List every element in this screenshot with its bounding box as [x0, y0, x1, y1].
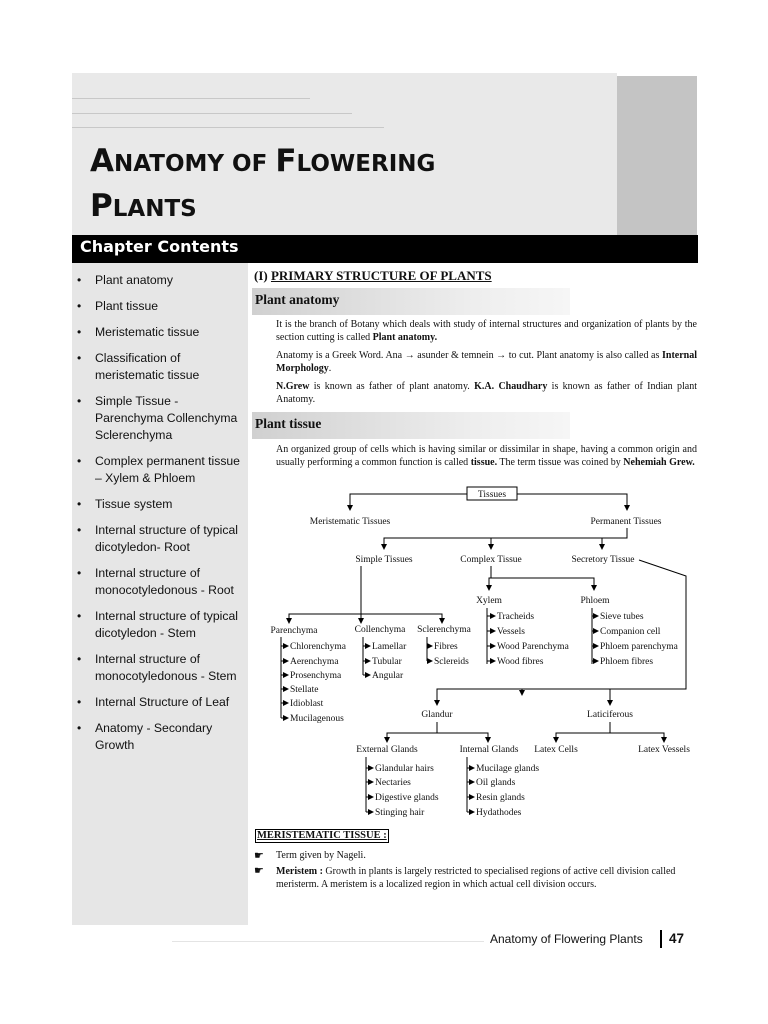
- diagram-connector: [522, 689, 610, 705]
- bullet-icon: •: [77, 394, 82, 408]
- toc-item-label: Simple Tissue - Parenchyma Collenchyma Sclerenchyma: [95, 394, 238, 442]
- toc-item-label: Internal Structure of Leaf: [95, 695, 230, 709]
- diagram-connector: [556, 733, 610, 742]
- bullet-icon: •: [77, 652, 82, 666]
- sidebar: [72, 263, 248, 925]
- diagram-connector: [361, 614, 442, 623]
- diagram-label: Permanent Tissues: [590, 517, 662, 527]
- diagram-label: Prosenchyma: [290, 671, 342, 681]
- decor-line: [72, 127, 384, 128]
- bullet-icon: •: [77, 695, 82, 709]
- chapter-header-accent: [617, 76, 697, 236]
- bullet-icon: •: [77, 325, 82, 339]
- chapter-contents-label: Chapter Contents: [80, 237, 239, 256]
- toc-item: [72, 324, 248, 341]
- plant-anatomy-heading-bar: [252, 288, 570, 315]
- diagram-label: Xylem: [476, 596, 502, 606]
- diagram-label: Internal Glands: [459, 745, 519, 755]
- plant-anatomy-heading: Plant anatomy: [255, 292, 340, 307]
- diagram-label: Wood Parenchyma: [497, 642, 569, 652]
- diagram-label: Lamellar: [372, 642, 407, 652]
- toc-item: [72, 393, 248, 444]
- diagram-label: Parenchyma: [270, 626, 318, 636]
- footer-separator: [660, 930, 662, 948]
- toc-item: [72, 694, 248, 711]
- diagram-label: Secretory Tissue: [571, 555, 635, 565]
- tissue-classification-diagram: [250, 480, 700, 820]
- toc-item-label: Complex permanent tissue – Xylem & Phloem: [95, 454, 240, 485]
- toc-item-label: Internal structure of typical dicotyledon- Root: [95, 523, 238, 554]
- diagram-label: Laticiferous: [587, 710, 633, 720]
- diagram-label: Mucilagenous: [290, 714, 344, 724]
- plant-tissue-heading-bar: [252, 412, 570, 439]
- diagram-label: Oil glands: [476, 778, 516, 788]
- bullet-icon: •: [77, 351, 82, 365]
- table-of-contents: [72, 263, 248, 763]
- diagram-label: Phloem parenchyma: [600, 642, 678, 652]
- toc-item: [72, 496, 248, 513]
- toc-item: [72, 565, 248, 599]
- meristematic-tissue-heading: MERISTEMATIC TISSUE :: [257, 830, 387, 841]
- toc-item-label: Tissue system: [95, 497, 173, 511]
- toc-item-label: Plant anatomy: [95, 273, 173, 287]
- toc-item: [72, 272, 248, 289]
- diagram-label: Vessels: [497, 627, 525, 637]
- bullet-icon: •: [77, 454, 82, 468]
- diagram-label: Tracheids: [497, 612, 535, 622]
- toc-item: [72, 522, 248, 556]
- diagram-label: Glandur: [421, 710, 453, 720]
- diagram-label: Sclereids: [434, 657, 469, 667]
- toc-item: [72, 651, 248, 685]
- diagram-label: Digestive glands: [375, 793, 439, 803]
- diagram-label: Complex Tissue: [460, 555, 522, 565]
- footer-rule: [172, 941, 484, 942]
- plant-anatomy-paragraph-1: It is the branch of Botany which deals with study of internal structures and organization of plants by the section cutting is called Plant anatomy.: [276, 319, 697, 343]
- diagram-label: Stinging hair: [375, 808, 425, 818]
- diagram-label: Sieve tubes: [600, 612, 644, 622]
- toc-item-label: Internal structure of monocotyledonous - Root: [95, 566, 234, 597]
- bullet-icon: •: [77, 566, 82, 580]
- diagram-connector: [350, 494, 467, 510]
- diagram-connector: [489, 566, 491, 590]
- chapter-title: ANATOMY OF FLOWERING PLANTS: [90, 143, 436, 224]
- diagram-label: Hydathodes: [476, 808, 522, 818]
- toc-item: [72, 720, 248, 754]
- diagram-label: Meristematic Tissues: [309, 517, 391, 527]
- decor-line: [72, 98, 310, 99]
- meristematic-bullet-1: ☛ Term given by Nageli.: [254, 850, 366, 862]
- bullet-icon: •: [77, 523, 82, 537]
- diagram-root-label: Tissues: [477, 490, 507, 500]
- diagram-label: Latex Cells: [534, 745, 578, 755]
- toc-item-label: Classification of meristematic tissue: [95, 351, 200, 382]
- plant-tissue-paragraph: An organized group of cells which is having similar or dissimilar in shape, having a common origin and usually performing a common function is called tissue. The term tissue was coined by Nehemiah Grew.: [276, 444, 697, 468]
- diagram-label: Angular: [372, 671, 404, 681]
- toc-item-label: Internal structure of typical dicotyledon - Stem: [95, 609, 238, 640]
- section-heading: (I) PRIMARY STRUCTURE OF PLANTS: [254, 268, 492, 283]
- diagram-label: Stellate: [290, 685, 319, 695]
- diagram-connector: [289, 614, 361, 623]
- diagram-label: Tubular: [372, 657, 402, 667]
- bullet-icon: •: [77, 299, 82, 313]
- diagram-connector: [384, 528, 627, 549]
- diagram-label: Glandular hairs: [375, 764, 434, 774]
- diagram-label: Latex Vessels: [638, 745, 690, 755]
- decor-line: [72, 113, 352, 114]
- plant-anatomy-paragraph-3: N.Grew is known as father of plant anatomy. K.A. Chaudhary is known as father of Indian plant Anatomy.: [276, 381, 697, 405]
- toc-item: [72, 453, 248, 487]
- diagram-label: Idioblast: [290, 699, 324, 709]
- diagram-connector: [437, 689, 522, 705]
- diagram-connector: [437, 733, 488, 742]
- bullet-icon: •: [77, 497, 82, 511]
- pointing-hand-icon: ☛: [254, 850, 264, 862]
- toc-item-label: Plant tissue: [95, 299, 159, 313]
- diagram-label: Phloem fibres: [600, 657, 654, 667]
- footer-chapter-title: Anatomy of Flowering Plants: [490, 932, 643, 946]
- diagram-label: Mucilage glands: [476, 764, 540, 774]
- plant-anatomy-paragraph-2: Anatomy is a Greek Word. Ana → asunder & temnein → to cut. Plant anatomy is also called as Internal Morphology.: [276, 350, 697, 374]
- diagram-label: Wood fibres: [497, 657, 544, 667]
- bullet-icon: •: [77, 273, 82, 287]
- diagram-label: Sclerenchyma: [417, 625, 471, 635]
- toc-item-label: Internal structure of monocotyledonous - Stem: [95, 652, 237, 683]
- bullet-icon: •: [77, 609, 82, 623]
- toc-item: [72, 350, 248, 384]
- diagram-label: Resin glands: [476, 793, 525, 803]
- diagram-connector: [387, 733, 437, 742]
- diagram-connector: [610, 733, 664, 742]
- toc-item-label: Meristematic tissue: [95, 325, 200, 339]
- meristematic-bullet-2: ☛ Meristem : Growth in plants is largely restricted to specialised regions of active cell division called meristerm. A meristem is a localized region in which actual cell division occurs.: [254, 865, 676, 890]
- diagram-label: Chlorenchyma: [290, 642, 346, 652]
- plant-tissue-heading: Plant tissue: [255, 416, 322, 431]
- diagram-label: Collenchyma: [354, 625, 406, 635]
- diagram-connector: [491, 578, 594, 590]
- toc-item: [72, 608, 248, 642]
- toc-item-label: Anatomy - Secondary Growth: [95, 721, 213, 752]
- bullet-icon: •: [77, 721, 82, 735]
- diagram-label: Nectaries: [375, 778, 411, 788]
- diagram-connector: [517, 494, 627, 510]
- diagram-label: Aerenchyma: [290, 657, 339, 667]
- diagram-label: Companion cell: [600, 627, 661, 637]
- diagram-label: Fibres: [434, 642, 458, 652]
- diagram-label: Simple Tissues: [355, 555, 413, 565]
- page-number: 47: [669, 931, 685, 946]
- diagram-label: External Glands: [356, 745, 418, 755]
- pointing-hand-icon: ☛: [254, 865, 264, 877]
- diagram-label: Phloem: [580, 596, 610, 606]
- toc-item: [72, 298, 248, 315]
